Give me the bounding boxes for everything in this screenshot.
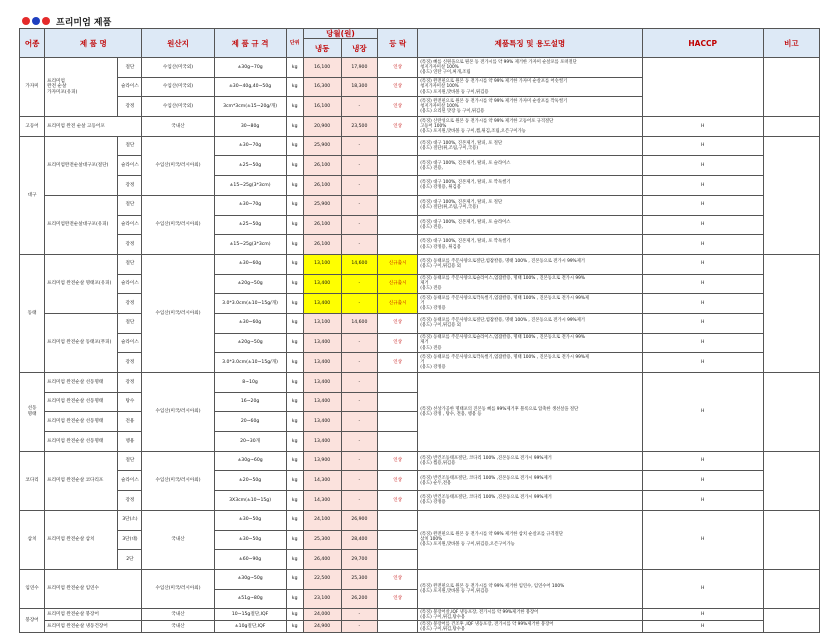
feature-cell: (특징) 동태포를 주문사양으로슬라이스,염잡칼용, 명태 100% , 진본동으로 전가시 99% 제거 (용도) 전용: [418, 333, 642, 353]
unit-cell: kg: [286, 471, 303, 491]
haccp-cell: H: [642, 294, 763, 314]
header-spec: 제 품 규 격: [214, 29, 286, 58]
frozen-price: 24,900: [303, 621, 341, 633]
category-cell: 코다리: [20, 451, 45, 510]
header-frozen: 냉동: [303, 39, 341, 58]
unit-cell: kg: [286, 412, 303, 432]
red-dot-icon: [22, 17, 30, 25]
frozen-price: 13,400: [303, 373, 341, 393]
chilled-price: -: [341, 621, 378, 633]
frozen-price: 13,900: [303, 451, 341, 471]
grade-cell: 신규출시: [378, 274, 418, 294]
haccp-cell: H: [642, 313, 763, 333]
unit-cell: kg: [286, 136, 303, 156]
unit-cell: kg: [286, 313, 303, 333]
category-cell: 붕장어: [20, 609, 45, 633]
cut-type: 강정: [118, 97, 142, 117]
chilled-price: 25,300: [341, 569, 378, 589]
grade-cell: 인상: [378, 313, 418, 333]
feature-cell: (특징) 산란성으로 원본 동 전가시를 약 99% 제거한 고등어포 규격절단 고등어 100% (용도) 포지원,맛바볼 등 구이,찜,튀김,조림,오븐구이가능: [418, 117, 642, 137]
category-cell: 동태: [20, 254, 45, 372]
feature-cell: (특징) 동태포를 주문사양으로깍둑썰기,염잡칼용, 명태 100% , 진본동으로 전가시 99%제 거 (용도) 강정용: [418, 353, 642, 373]
origin-cell: 수입산(미국/러시아외): [142, 195, 214, 254]
feature-cell: (특징) 완전핀으로 원본 동 전가시를 약 99% 제거한 가자미 순살포를 깍둑썰기 청지가자미살 100% (용도) 요리된 맛장 등 구이,튀김용: [418, 97, 642, 117]
origin-cell: 수입산(미국/러시아외): [142, 136, 214, 195]
chilled-price: 17,900: [341, 58, 378, 78]
cut-type: 강정: [118, 353, 142, 373]
frozen-price: 24,100: [303, 510, 341, 530]
cut-type: 슬라이스: [118, 274, 142, 294]
grade-cell: [378, 156, 418, 176]
unit-cell: kg: [286, 373, 303, 393]
frozen-price: 23,100: [303, 589, 341, 609]
origin-cell: 국내산: [142, 609, 214, 621]
note-cell: [763, 136, 819, 254]
unit-cell: kg: [286, 58, 303, 78]
feature-cell: (특징) 뼈를 신원을으로 뭔본 동 전가시를 약 99% 제거한 가자미 순살포를 포떠절단 청지가자미살 100% (용도) 연탄 구이,찌개,조림: [418, 58, 642, 78]
unit-cell: kg: [286, 333, 303, 353]
product-name: 프리미엄 완전순살 임연수: [45, 569, 142, 608]
category-cell: 삼치: [20, 510, 45, 569]
spec-cell: ±51g~80g: [214, 589, 286, 609]
feature-cell: (특징) 동태포를 주문사양으로깍둑썰기,염잡칼용, 명태 100% , 진본동으로 전가시 99%제 거 (용도) 강정용: [418, 294, 642, 314]
chilled-price: -: [341, 353, 378, 373]
category-cell: 고등어: [20, 117, 45, 137]
frozen-price: 16,100: [303, 58, 341, 78]
chilled-price: -: [341, 412, 378, 432]
grade-cell: [378, 215, 418, 235]
spec-cell: ±15~25g(3*3cm): [214, 176, 286, 196]
chilled-price: -: [341, 176, 378, 196]
frozen-price: 13,400: [303, 432, 341, 452]
spec-cell: ±30~70g: [214, 136, 286, 156]
spec-cell: ±30~70g: [214, 195, 286, 215]
header-product: 제 품 명: [45, 29, 142, 58]
blue-dot-icon: [32, 17, 40, 25]
product-name: 프리미엄 완전순살 코다리포: [45, 451, 118, 510]
page-header: [22, 14, 111, 28]
spec-cell: 3.0*3.0cm(±10~15g/개): [214, 353, 286, 373]
cut-type: 강정: [118, 294, 142, 314]
frozen-price: 13,400: [303, 392, 341, 412]
chilled-price: 18,300: [341, 77, 378, 97]
grade-cell: 신규출시: [378, 254, 418, 274]
haccp-cell: H: [642, 451, 763, 471]
origin-cell: 수입산(미국외): [142, 77, 214, 97]
grade-cell: [378, 392, 418, 412]
haccp-cell: H: [642, 510, 763, 569]
category-cell: 선동 명태: [20, 373, 45, 452]
grade-cell: 인상: [378, 451, 418, 471]
page-title: 프리미엄 제품: [56, 17, 112, 28]
origin-cell: 국내산: [142, 621, 214, 633]
spec-cell: ±30~50g: [214, 530, 286, 550]
cut-type: 강정: [118, 491, 142, 511]
unit-cell: kg: [286, 392, 303, 412]
category-cell: 임연수: [20, 569, 45, 608]
header-chilled: 냉장: [341, 39, 378, 58]
origin-cell: 국내산: [142, 510, 214, 569]
cut-type: 3단(소): [118, 510, 142, 530]
unit-cell: kg: [286, 254, 303, 274]
note-cell: [763, 117, 819, 137]
cut-type: 슬라이스: [118, 333, 142, 353]
product-name: 프리미엄완전순살대구포(절단): [45, 136, 118, 195]
chilled-price: -: [341, 274, 378, 294]
frozen-price: 13,400: [303, 274, 341, 294]
unit-cell: kg: [286, 156, 303, 176]
unit-cell: kg: [286, 550, 303, 570]
haccp-cell: H: [642, 235, 763, 255]
haccp-cell: H: [642, 471, 763, 491]
grade-cell: [378, 530, 418, 550]
unit-cell: kg: [286, 451, 303, 471]
haccp-cell: H: [642, 569, 763, 608]
spec-cell: 8~10g: [214, 373, 286, 393]
unit-cell: kg: [286, 294, 303, 314]
spec-cell: 20~30개: [214, 432, 286, 452]
header-category: 어종: [20, 29, 45, 58]
chilled-price: 29,700: [341, 550, 378, 570]
cut-type: 절단: [118, 254, 142, 274]
chilled-price: -: [341, 215, 378, 235]
grade-cell: 인상: [378, 589, 418, 609]
origin-cell: 국내산: [142, 117, 214, 137]
haccp-cell: H: [642, 215, 763, 235]
grade-cell: 인상: [378, 333, 418, 353]
chilled-price: -: [341, 156, 378, 176]
unit-cell: kg: [286, 195, 303, 215]
frozen-price: 25,900: [303, 136, 341, 156]
unit-cell: kg: [286, 353, 303, 373]
chilled-price: -: [341, 609, 378, 621]
frozen-price: 26,100: [303, 215, 341, 235]
haccp-cell: H: [642, 491, 763, 511]
frozen-price: 13,400: [303, 353, 341, 373]
grade-cell: [378, 373, 418, 393]
note-cell: [763, 510, 819, 569]
unit-cell: kg: [286, 274, 303, 294]
cut-type: 절단: [118, 136, 142, 156]
cut-type: 절단: [118, 451, 142, 471]
feature-cell: (특징) 붕장어살,IQF 냉동포장, 전가시를 약 99%제거한 붕장어 (용도) 구이,튀김,탕수용: [418, 609, 642, 621]
chilled-price: -: [341, 432, 378, 452]
chilled-price: -: [341, 136, 378, 156]
frozen-price: 25,900: [303, 195, 341, 215]
chilled-price: 26,200: [341, 589, 378, 609]
feature-cell: (특징) 선상가공한 명태포의 진본동 뼈를 99%제거후 블록으로 압축한 생선살을 절단 (용도) 강정 , 탕수, 전용, 땡용 등: [418, 373, 642, 452]
chilled-price: -: [341, 451, 378, 471]
grade-cell: [378, 195, 418, 215]
grade-cell: 인상: [378, 569, 418, 589]
grade-cell: [378, 412, 418, 432]
category-cell: 대구: [20, 136, 45, 254]
unit-cell: kg: [286, 530, 303, 550]
chilled-price: -: [341, 235, 378, 255]
cut-type: 절단: [118, 313, 142, 333]
feature-cell: (특징) 동태포를 주문사양으로절단,염잡칼용, 명태 100% , 진본동으로 전가시 99%제거 (용도) 구이,튀김용 외: [418, 254, 642, 274]
note-cell: [763, 451, 819, 510]
haccp-cell: H: [642, 156, 763, 176]
header-unit: 단위: [286, 29, 303, 58]
note-cell: [763, 254, 819, 372]
chilled-price: 23,500: [341, 117, 378, 137]
grade-cell: 인상: [378, 491, 418, 511]
frozen-price: 25,300: [303, 530, 341, 550]
product-name: 프리미엄 완전 순살 고등어포: [45, 117, 142, 137]
cut-type: 절단: [118, 58, 142, 78]
product-name: 프리미엄완전순살대구포(유피): [45, 195, 118, 254]
cut-type: 2단: [118, 550, 142, 570]
spec-cell: 3X3cm(±10~15g): [214, 491, 286, 511]
feature-cell: (특징) 완전핀으로 원본 동 전가시를 약 99% 제거한 가자미 순살포를 어슷썰기 청지가자미살 100% (용도) 포지원,맛바볼 등 구이,튀김용: [418, 77, 642, 97]
cut-type: 슬라이스: [118, 471, 142, 491]
spec-cell: ±30g~50g: [214, 569, 286, 589]
feature-cell: (특징) 완전핀으로 원본 동 전가시를 약 99% 제거한 임연수, 임연수어 100% (용도) 포지원,맛바볼 등 구이,튀김용: [418, 569, 642, 608]
spec-cell: ±25~50g: [214, 156, 286, 176]
grade-cell: [378, 176, 418, 196]
frozen-price: 24,000: [303, 609, 341, 621]
product-name: 프리미엄 완전순살 삼치: [45, 510, 118, 569]
spec-cell: ±20g~50g: [214, 333, 286, 353]
origin-cell: 수입산(미국외): [142, 97, 214, 117]
grade-cell: 인상: [378, 97, 418, 117]
unit-cell: kg: [286, 609, 303, 621]
product-name: 프리미엄 완전순살 선동명태: [45, 432, 118, 452]
haccp-cell: H: [642, 373, 763, 452]
chilled-price: -: [341, 97, 378, 117]
chilled-price: -: [341, 195, 378, 215]
grade-cell: [378, 235, 418, 255]
spec-cell: 3.0*3.0cm(±10~15g/개): [214, 294, 286, 314]
product-name: 프리미엄 완전순살 선동명태: [45, 373, 118, 393]
cut-type: 슬라이스: [118, 156, 142, 176]
cut-type: 전용: [118, 412, 142, 432]
product-name: 프리미엄 완전순살 선동명태: [45, 412, 118, 432]
haccp-cell: H: [642, 136, 763, 156]
cut-type: 절단: [118, 195, 142, 215]
origin-cell: 수입산(미국/러시아외): [142, 451, 214, 510]
frozen-price: 16,100: [303, 97, 341, 117]
grade-cell: 인상: [378, 77, 418, 97]
note-cell: [763, 373, 819, 452]
spec-cell: ±60~90g: [214, 550, 286, 570]
haccp-cell: H: [642, 195, 763, 215]
chilled-price: -: [341, 491, 378, 511]
origin-cell: 수입산(미국/러시아외): [142, 254, 214, 372]
grade-cell: [378, 432, 418, 452]
feature-cell: (특징) 반건조동태포절단, 코다리 100% ,진본동으로 전가시 99%제거 (용도) 강정용: [418, 491, 642, 511]
feature-cell: (특징) 대구 100%, 진본제거, 탈피, 포 절단 (용도) 절단(튀,조림,구이,국용): [418, 136, 642, 156]
spec-cell: ±10g절단,IQF: [214, 621, 286, 633]
spec-cell: 16~20g: [214, 392, 286, 412]
product-name: 프리미엄 완전순살 붕장어: [45, 609, 142, 621]
feature-cell: (특징) 대구 100%, 진본제거, 탈피, 포 깍둑썰기 (용도) 강정용, 튀김용: [418, 235, 642, 255]
unit-cell: kg: [286, 432, 303, 452]
grade-cell: [378, 550, 418, 570]
cut-type: 강정: [118, 176, 142, 196]
haccp-cell: [642, 58, 763, 117]
unit-cell: kg: [286, 589, 303, 609]
spec-cell: ±20g~50g: [214, 274, 286, 294]
chilled-price: -: [341, 392, 378, 412]
frozen-price: 13,400: [303, 333, 341, 353]
spec-cell: ±25~50g: [214, 215, 286, 235]
unit-cell: kg: [286, 491, 303, 511]
grade-cell: 인상: [378, 117, 418, 137]
spec-cell: ±30~60g: [214, 313, 286, 333]
haccp-cell: H: [642, 333, 763, 353]
cut-type: 탕수: [118, 392, 142, 412]
cut-type: 강정: [118, 373, 142, 393]
frozen-price: 13,400: [303, 294, 341, 314]
chilled-price: -: [341, 294, 378, 314]
cut-type: 슬라이스: [118, 215, 142, 235]
cut-type: 3단(대): [118, 530, 142, 550]
spec-cell: 10~15g절단,IQF: [214, 609, 286, 621]
frozen-price: 26,100: [303, 156, 341, 176]
unit-cell: kg: [286, 97, 303, 117]
header-price-group: 당월(원): [303, 29, 377, 39]
chilled-price: 14,600: [341, 313, 378, 333]
frozen-price: 26,100: [303, 235, 341, 255]
haccp-cell: H: [642, 176, 763, 196]
spec-cell: 20~60g: [214, 412, 286, 432]
product-name: 프리미엄 완전순살 선동명태: [45, 392, 118, 412]
frozen-price: 14,300: [303, 471, 341, 491]
chilled-price: 28,400: [341, 530, 378, 550]
spec-cell: ±30~50g: [214, 510, 286, 530]
feature-cell: (특징) 반건조동태포절단, 코다리 100% ,진본동으로 전가시 99%제거 (용도) 순두,전용: [418, 471, 642, 491]
feature-cell: (특징) 대구 100%, 진본제거, 탈피, 포 슬라이스 (용도) 전용,: [418, 215, 642, 235]
spec-cell: 30~80g: [214, 117, 286, 137]
feature-cell: (특징) 동태포를 주문사양으로슬라이스,염잡칼용, 명태 100% , 진본동으로 전가시 99% 제거 (용도) 전용: [418, 274, 642, 294]
haccp-cell: H: [642, 117, 763, 137]
red-dot-icon: [42, 17, 50, 25]
haccp-cell: H: [642, 621, 763, 633]
grade-cell: [378, 136, 418, 156]
origin-cell: 수입산(미국외): [142, 58, 214, 78]
haccp-cell: H: [642, 274, 763, 294]
header-origin: 원산지: [142, 29, 214, 58]
note-cell: [763, 58, 819, 117]
frozen-price: 13,400: [303, 412, 341, 432]
price-table: [19, 28, 820, 633]
product-name: 프리미엄 완전 순살 가자미포(유피): [45, 58, 118, 117]
product-name: 프리미엄 완전순살 명태포(유피): [45, 254, 118, 313]
frozen-price: 14,300: [303, 491, 341, 511]
feature-cell: (특징) 대구 100%, 진본제거, 탈피, 포 슬라이스 (용도) 전용,: [418, 156, 642, 176]
cut-type: 슬라이스: [118, 77, 142, 97]
unit-cell: kg: [286, 176, 303, 196]
feature-cell: (특징) 대구 100%, 진본제거, 탈피, 포 깍둑썰기 (용도) 강정용, 튀김용: [418, 176, 642, 196]
unit-cell: kg: [286, 77, 303, 97]
frozen-price: 26,400: [303, 550, 341, 570]
chilled-price: -: [341, 333, 378, 353]
unit-cell: kg: [286, 621, 303, 633]
chilled-price: -: [341, 373, 378, 393]
haccp-cell: H: [642, 353, 763, 373]
frozen-price: 20,900: [303, 117, 341, 137]
note-cell: [763, 569, 819, 608]
feature-cell: (특징) 붕장어를 건조후 ,IQF 냉동포장, 전가시를 약 99%제거한 붕장어 (용도) 구이,튀김,탕수용: [418, 621, 642, 633]
grade-cell: 인상: [378, 353, 418, 373]
frozen-price: 13,100: [303, 254, 341, 274]
spec-cell: ±30~40g,40~50g: [214, 77, 286, 97]
grade-cell: [378, 510, 418, 530]
cut-type: 땡용: [118, 432, 142, 452]
spec-cell: ±15~25g(3*3cm): [214, 235, 286, 255]
header-note: 비고: [763, 29, 819, 58]
unit-cell: kg: [286, 215, 303, 235]
grade-cell: 인상: [378, 471, 418, 491]
haccp-cell: H: [642, 609, 763, 621]
grade-cell: 신규출시: [378, 294, 418, 314]
note-cell: [763, 609, 819, 633]
frozen-price: 16,300: [303, 77, 341, 97]
category-cell: 가자미: [20, 58, 45, 117]
frozen-price: 22,500: [303, 569, 341, 589]
cut-type: 강정: [118, 235, 142, 255]
grade-cell: 인상: [378, 58, 418, 78]
haccp-cell: H: [642, 254, 763, 274]
chilled-price: 14,600: [341, 254, 378, 274]
origin-cell: 수입산(미국/러시아외): [142, 569, 214, 608]
spec-cell: ±30g~60g: [214, 451, 286, 471]
header-features: 제품특징 및 용도설명: [418, 29, 642, 58]
origin-cell: 수입산(미국/러시아외): [142, 373, 214, 452]
unit-cell: kg: [286, 117, 303, 137]
unit-cell: kg: [286, 510, 303, 530]
chilled-price: -: [341, 471, 378, 491]
header-grade: 등 락: [378, 29, 418, 58]
feature-cell: (특징) 완전핀으로 원본 동 전가시를 약 99% 제거한 삼치 순살포를 규격절단 삼치 100% (용도) 포지원,맛바볼 등 구이,튀김용,오븐구이가능: [418, 510, 642, 569]
feature-cell: (특징) 동태포를 주문사양으로절단,염잡칼용, 명태 100% , 진본동으로 전가시 99%제거 (용도) 구이,튀김용 외: [418, 313, 642, 333]
feature-cell: (특징) 대구 100%, 진본제거, 탈피, 포 절단 (용도) 절단(튀,조림,구이,국용): [418, 195, 642, 215]
chilled-price: 26,900: [341, 510, 378, 530]
grade-cell: [378, 621, 418, 633]
grade-cell: [378, 609, 418, 621]
header-haccp: HACCP: [642, 29, 763, 58]
product-name: 프리미엄 완전순살 동태포(무피): [45, 313, 118, 372]
spec-cell: ±30~60g: [214, 254, 286, 274]
spec-cell: ±20~50g: [214, 471, 286, 491]
unit-cell: kg: [286, 569, 303, 589]
frozen-price: 26,100: [303, 176, 341, 196]
product-name: 프리미엄 완전순살 냉동건장어: [45, 621, 142, 633]
unit-cell: kg: [286, 235, 303, 255]
spec-cell: ±30g~70g: [214, 58, 286, 78]
spec-cell: 3cm*3cm(±15~20g/개): [214, 97, 286, 117]
frozen-price: 13,100: [303, 313, 341, 333]
feature-cell: (특징) 반건조동태포절단, 코다리 100% ,진본동으로 전가시 99%제거 (용도) 찜용,튀김용: [418, 451, 642, 471]
